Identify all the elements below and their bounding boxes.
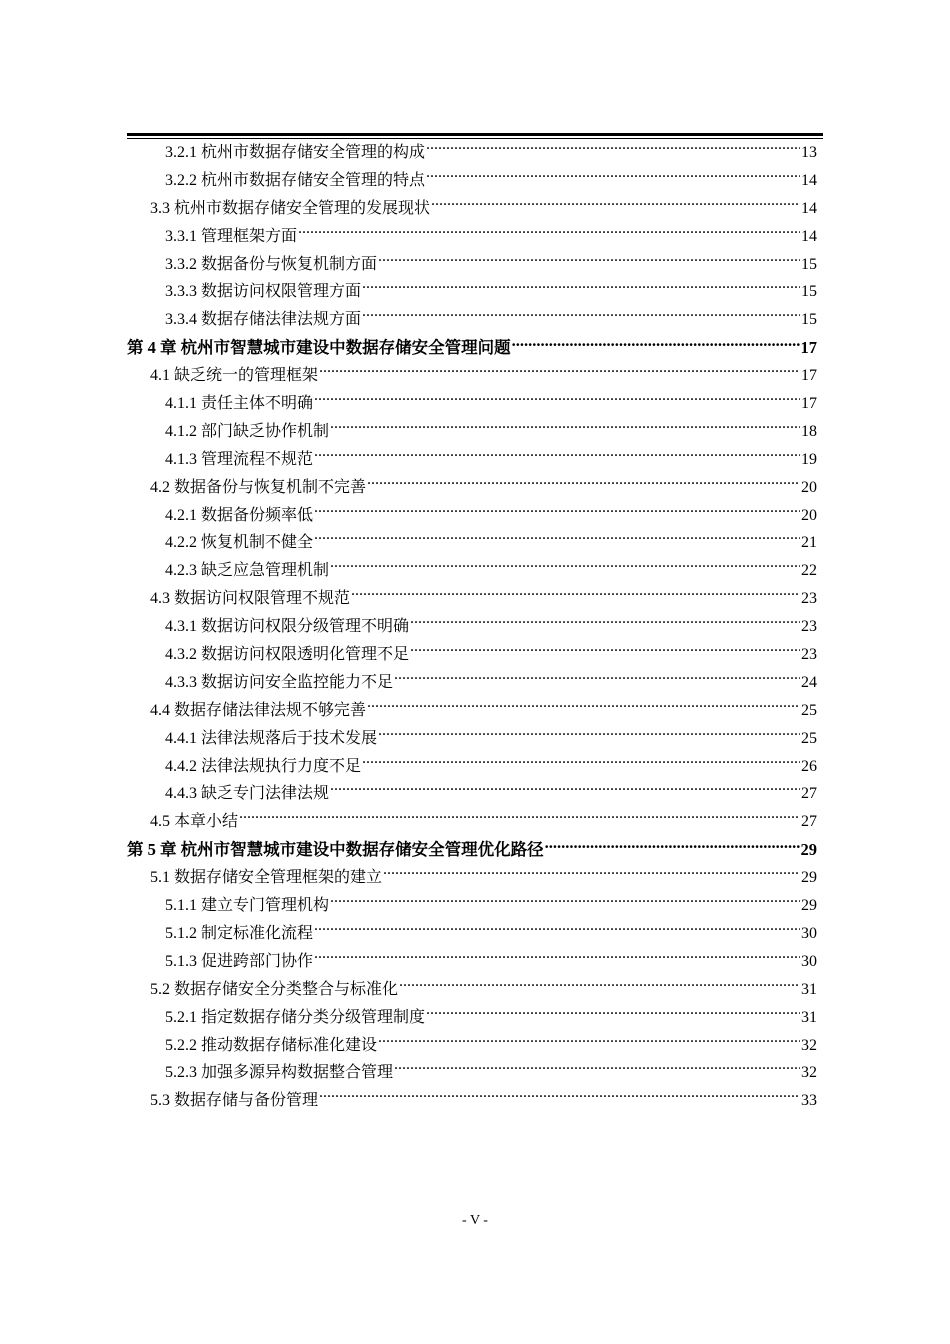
toc-entry-label: 4.2.2 恢复机制不健全 [165,534,314,552]
toc-entry-label: 5.1.1 建立专门管理机构 [165,897,330,915]
toc-dot-leader [330,420,800,436]
toc-dot-leader [383,866,800,882]
toc-entry-label: 4.2.3 缺乏应急管理机制 [165,562,330,580]
toc-subsection-entry[interactable] [127,446,817,474]
toc-entry-page-number: 25 [801,701,817,719]
toc-section-entry[interactable] [127,362,817,390]
toc-entry-label: 4.1.2 部门缺乏协作机制 [165,422,330,440]
toc-entry-label: 3.3.1 管理框架方面 [165,227,298,245]
toc-dot-leader [367,699,800,715]
toc-subsection-entry[interactable] [127,251,817,279]
toc-entry-label: 4.2 数据备份与恢复机制不完善 [150,478,367,496]
toc-subsection-entry[interactable] [127,753,817,781]
toc-entry-page-number: 20 [801,506,817,524]
toc-entry-page-number: 15 [801,255,817,273]
toc-section-entry[interactable] [127,808,817,836]
toc-dot-leader [314,531,800,547]
toc-entry-label: 3.3.3 数据访问权限管理方面 [165,283,362,301]
toc-entry-label: 3.3.2 数据备份与恢复机制方面 [165,255,378,273]
toc-subsection-entry[interactable] [127,920,817,948]
toc-entry-page-number: 13 [801,144,817,161]
toc-subsection-entry[interactable] [127,780,817,808]
toc-subsection-entry[interactable] [127,529,817,557]
toc-entry-label: 4.4 数据存储法律法规不够完善 [150,701,367,719]
toc-dot-leader [399,978,800,994]
toc-entry-label: 第 4 章 杭州市智慧城市建设中数据存储安全管理问题 [127,338,511,358]
toc-dot-leader [351,587,800,603]
toc-entry-label: 5.2 数据存储安全分类整合与标准化 [150,980,399,998]
toc-entry-page-number: 17 [801,367,817,385]
toc-dot-leader [426,141,800,157]
toc-dot-leader [378,727,800,743]
toc-subsection-entry[interactable] [127,669,817,697]
toc-entry-page-number: 27 [801,785,817,803]
toc-subsection-entry[interactable] [127,418,817,446]
toc-section-entry[interactable] [127,1087,817,1115]
toc-subsection-entry[interactable] [127,502,817,530]
toc-entry-page-number: 15 [801,311,817,329]
toc-entry-page-number: 19 [801,450,817,468]
toc-dot-leader [426,169,800,185]
toc-dot-leader [362,755,800,771]
toc-entry-label: 4.1.3 管理流程不规范 [165,450,314,468]
toc-subsection-entry[interactable] [127,278,817,306]
toc-entry-page-number: 14 [801,227,817,245]
toc-entry-label: 5.2.1 指定数据存储分类分级管理制度 [165,1008,426,1026]
toc-entry-label: 4.4.2 法律法规执行力度不足 [165,757,362,775]
toc-entry-page-number: 17 [801,395,817,413]
toc-dot-leader [362,280,800,296]
toc-subsection-entry[interactable] [127,892,817,920]
toc-entry-label: 4.3.3 数据访问安全监控能力不足 [165,673,394,691]
toc-entry-page-number: 23 [801,618,817,636]
toc-dot-leader [426,1006,800,1022]
toc-dot-leader [314,392,800,408]
toc-subsection-entry[interactable] [127,167,817,195]
toc-entry-page-number: 18 [801,422,817,440]
toc-dot-leader [410,643,800,659]
toc-entry-page-number: 15 [801,283,817,301]
header-rule-thick [127,133,823,136]
toc-entry-page-number: 27 [801,813,817,831]
toc-dot-leader [330,894,800,910]
toc-section-entry[interactable] [127,474,817,502]
toc-entry-label: 5.1.3 促进跨部门协作 [165,952,314,970]
toc-subsection-entry[interactable] [127,139,817,167]
toc-entry-label: 4.3.2 数据访问权限透明化管理不足 [165,646,410,664]
toc-dot-leader [330,782,800,798]
toc-entry-page-number: 21 [801,534,817,552]
toc-entry-label: 3.3 杭州市数据存储安全管理的发展现状 [150,199,431,217]
table-of-contents [127,139,817,1115]
toc-entry-page-number: 30 [801,924,817,942]
toc-dot-leader [319,1089,800,1105]
toc-subsection-entry[interactable] [127,557,817,585]
toc-dot-leader [394,1061,800,1077]
toc-entry-page-number: 29 [801,897,817,915]
toc-subsection-entry[interactable] [127,641,817,669]
toc-entry-page-number: 23 [801,646,817,664]
toc-dot-leader [314,448,800,464]
toc-subsection-entry[interactable] [127,306,817,334]
toc-entry-label: 第 5 章 杭州市智慧城市建设中数据存储安全管理优化路径 [127,840,544,860]
toc-entry-label: 5.3 数据存储与备份管理 [150,1092,319,1110]
toc-entry-label: 4.4.1 法律法规落后于技术发展 [165,729,378,747]
toc-dot-leader [298,225,800,241]
toc-entry-page-number: 29 [801,869,817,887]
toc-subsection-entry[interactable] [127,1004,817,1032]
toc-dot-leader [330,559,800,575]
toc-subsection-entry[interactable] [127,725,817,753]
toc-dot-leader [410,615,800,631]
toc-entry-page-number: 29 [800,840,817,860]
toc-entry-page-number: 32 [801,1064,817,1082]
toc-entry-page-number: 23 [801,590,817,608]
toc-entry-page-number: 32 [801,1036,817,1054]
toc-dot-leader [319,364,800,380]
toc-entry-label: 3.3.4 数据存储法律法规方面 [165,311,362,329]
toc-entry-label: 4.5 本章小结 [150,813,239,831]
toc-entry-label: 3.2.2 杭州市数据存储安全管理的特点 [165,171,426,189]
toc-entry-label: 4.2.1 数据备份频率低 [165,506,314,524]
toc-subsection-entry[interactable] [127,390,817,418]
toc-dot-leader [431,197,800,213]
toc-dot-leader [362,308,800,324]
toc-dot-leader [314,950,800,966]
toc-entry-page-number: 14 [801,199,817,217]
toc-entry-label: 4.4.3 缺乏专门法律法规 [165,785,330,803]
toc-entry-page-number: 20 [801,478,817,496]
toc-entry-label: 4.3.1 数据访问权限分级管理不明确 [165,618,410,636]
toc-subsection-entry[interactable] [127,613,817,641]
toc-section-entry[interactable] [127,864,817,892]
toc-subsection-entry[interactable] [127,1059,817,1087]
toc-section-entry[interactable] [127,195,817,223]
toc-entry-page-number: 30 [801,952,817,970]
toc-dot-leader [314,504,800,520]
toc-entry-page-number: 25 [801,729,817,747]
toc-entry-page-number: 31 [801,1008,817,1026]
toc-entry-page-number: 14 [801,171,817,189]
toc-dot-leader [394,671,800,687]
toc-entry-page-number: 33 [801,1092,817,1110]
toc-entry-label: 5.2.3 加强多源异构数据整合管理 [165,1064,394,1082]
toc-entry-label: 5.2.2 推动数据存储标准化建设 [165,1036,378,1054]
toc-entry-page-number: 31 [801,980,817,998]
page-number-footer: - V - [462,1213,488,1228]
toc-entry-label: 3.2.1 杭州市数据存储安全管理的构成 [165,144,426,161]
toc-entry-label: 5.1.2 制定标准化流程 [165,924,314,942]
toc-entry-page-number: 22 [801,562,817,580]
toc-section-entry[interactable] [127,976,817,1004]
toc-entry-label: 4.1.1 责任主体不明确 [165,395,314,413]
toc-dot-leader [367,476,800,492]
toc-entry-label: 4.1 缺乏统一的管理框架 [150,367,319,385]
toc-subsection-entry[interactable] [127,1032,817,1060]
toc-dot-leader [314,922,800,938]
toc-subsection-entry[interactable] [127,223,817,251]
toc-entry-label: 5.1 数据存储安全管理框架的建立 [150,869,383,887]
toc-chapter-entry[interactable] [127,334,817,362]
toc-entry-page-number: 17 [800,338,817,358]
toc-dot-leader [378,1034,800,1050]
toc-dot-leader [378,253,800,269]
toc-dot-leader [545,839,800,856]
toc-dot-leader [512,337,800,354]
toc-entry-page-number: 24 [801,673,817,691]
toc-entry-label: 4.3 数据访问权限管理不规范 [150,590,351,608]
toc-section-entry[interactable] [127,585,817,613]
toc-dot-leader [239,810,800,826]
toc-entry-page-number: 26 [801,757,817,775]
toc-subsection-entry[interactable] [127,948,817,976]
toc-section-entry[interactable] [127,697,817,725]
toc-chapter-entry[interactable] [127,836,817,864]
